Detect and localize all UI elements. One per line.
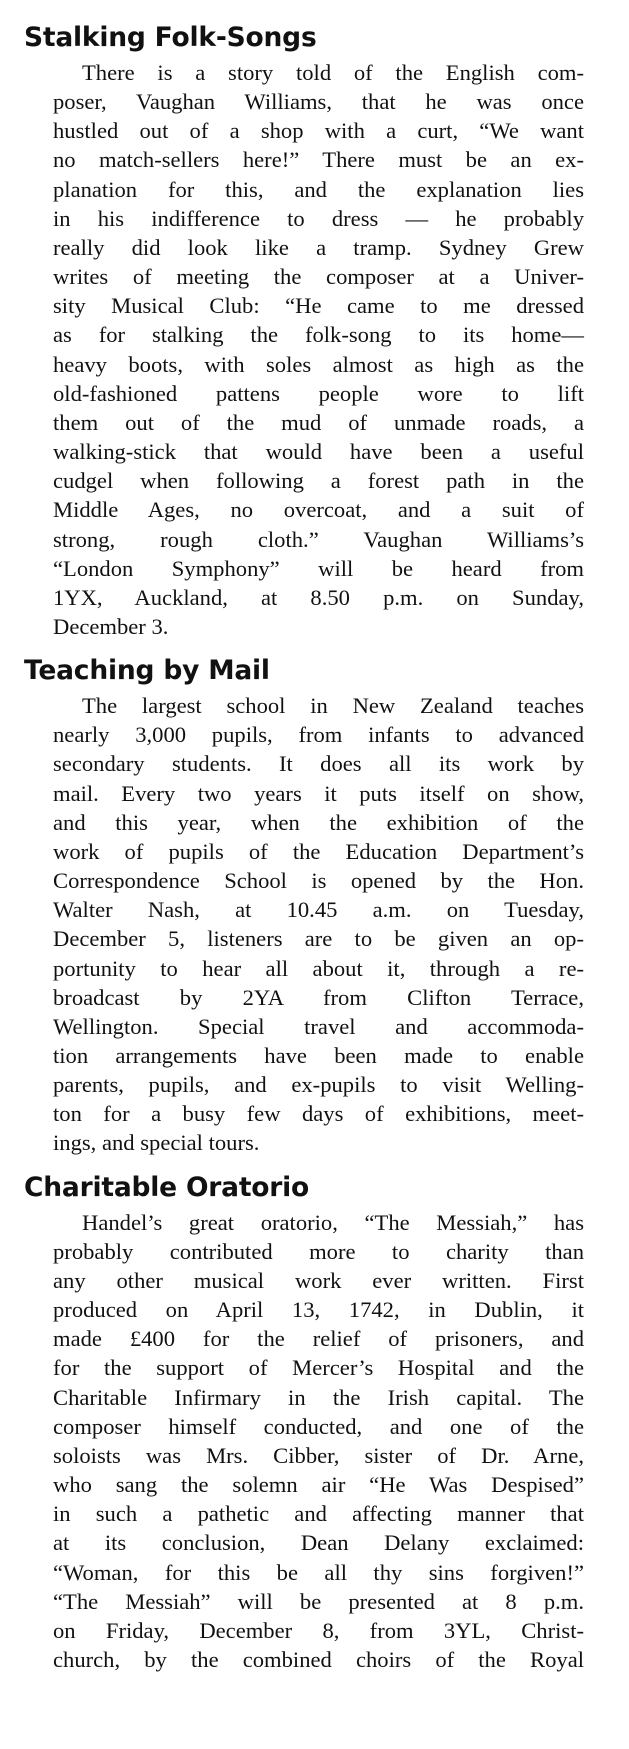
text-line: sity Musical Club: “He came to me dressed [53, 293, 584, 319]
text-line: composer himself conducted, and one of the [53, 1413, 584, 1439]
text-line: church, by the combined choirs of the Royal [53, 1646, 584, 1672]
text-line: work of pupils of the Education Department’s [53, 838, 584, 864]
text-line: at its conclusion, Dean Delany exclaimed: [53, 1530, 584, 1556]
text-line: tion arrangements have been made to enable [53, 1043, 584, 1068]
text-line: for the support of Mercer’s Hospital and the [53, 1355, 584, 1381]
text-line: “The Messiah” will be presented at 8 p.m. [53, 1588, 584, 1614]
text-line: probably contributed more to charity than [53, 1238, 584, 1264]
article-body [24, 1208, 584, 1675]
text-line: walking-stick that would have been a useful [53, 439, 584, 465]
text-line: strong, rough cloth.” Vaughan Williams’s [53, 526, 584, 552]
article-headline: Charitable Oratorio [24, 1171, 310, 1203]
text-line: Wellington. Special travel and accommoda- [53, 1013, 584, 1039]
text-line: Handel’s great oratorio, “The Messiah,” has [82, 1209, 584, 1235]
text-line: secondary students. It does all its work by [53, 751, 584, 777]
article-body [24, 691, 584, 1158]
text-line: portunity to hear all about it, through a re- [53, 955, 584, 981]
text-line: broadcast by 2YA from Clifton Terrace, [53, 984, 584, 1010]
text-line: cudgel when following a forest path in the [53, 468, 584, 494]
article-headline: Teaching by Mail [24, 655, 270, 687]
text-line: Charitable Infirmary in the Irish capital. The [53, 1384, 584, 1410]
text-line: hustled out of a shop with a curt, “We want [53, 118, 584, 144]
text-line: planation for this, and the explanation lies [53, 176, 584, 202]
text-line: poser, Vaughan Williams, that he was once [53, 89, 584, 115]
text-line: no match-sellers here!” There must be an ex- [53, 147, 584, 173]
text-line: really did look like a tramp. Sydney Grew [53, 234, 584, 260]
text-line: mail. Every two years it puts itself on show, [53, 780, 584, 806]
text-line: heavy boots, with soles almost as high as the [53, 351, 584, 377]
text-line: The largest school in New Zealand teaches [82, 693, 584, 719]
text-line: 1YX, Auckland, at 8.50 p.m. on Sunday, [53, 584, 584, 610]
text-line: “Woman, for this be all thy sins forgiven!” [53, 1559, 584, 1585]
text-line: Walter Nash, at 10.45 a.m. on Tuesday, [53, 897, 584, 923]
text-line: soloists was Mrs. Cibber, sister of Dr. Arne, [53, 1442, 584, 1468]
article-body [24, 58, 584, 641]
text-line: There is a story told of the English com- [82, 60, 584, 85]
text-line: made £400 for the relief of prisoners, and [53, 1326, 584, 1352]
text-line: them out of the mud of unmade roads, a [53, 409, 584, 435]
text-line: produced on April 13, 1742, in Dublin, it [53, 1297, 584, 1323]
text-line: December 3. [53, 613, 169, 639]
page [24, 18, 584, 1674]
text-line: parents, pupils, and ex-pupils to visit Welling- [53, 1072, 584, 1098]
article-headline: Stalking Folk-Songs [24, 22, 317, 53]
text-line: December 5, listeners are to be given an op- [53, 926, 584, 952]
text-line: old-fashioned pattens people wore to lift [53, 380, 584, 406]
text-line: “London Symphony” will be heard from [53, 555, 584, 581]
text-line: and this year, when the exhibition of the [53, 809, 584, 835]
text-line: writes of meeting the composer at a Univer- [53, 264, 584, 290]
article-charitable-oratorio [24, 1168, 584, 1675]
text-line: who sang the solemn air “He Was Despised” [53, 1472, 584, 1498]
text-line: ings, and special tours. [53, 1130, 260, 1156]
article-stalking-folk-songs [24, 18, 584, 641]
text-line: Correspondence School is opened by the Hon. [53, 868, 584, 894]
text-line: any other musical work ever written. First [53, 1267, 584, 1293]
text-line: ton for a busy few days of exhibitions, meet- [53, 1101, 584, 1127]
text-line: in such a pathetic and affecting manner that [53, 1501, 584, 1527]
text-line: in his indifference to dress — he probably [53, 205, 584, 231]
text-line: nearly 3,000 pupils, from infants to advanced [53, 722, 584, 748]
article-teaching-by-mail [24, 651, 584, 1158]
text-line: as for stalking the folk-song to its home— [53, 322, 584, 348]
text-line: on Friday, December 8, from 3YL, Christ- [53, 1617, 584, 1643]
text-line: Middle Ages, no overcoat, and a suit of [53, 497, 584, 523]
